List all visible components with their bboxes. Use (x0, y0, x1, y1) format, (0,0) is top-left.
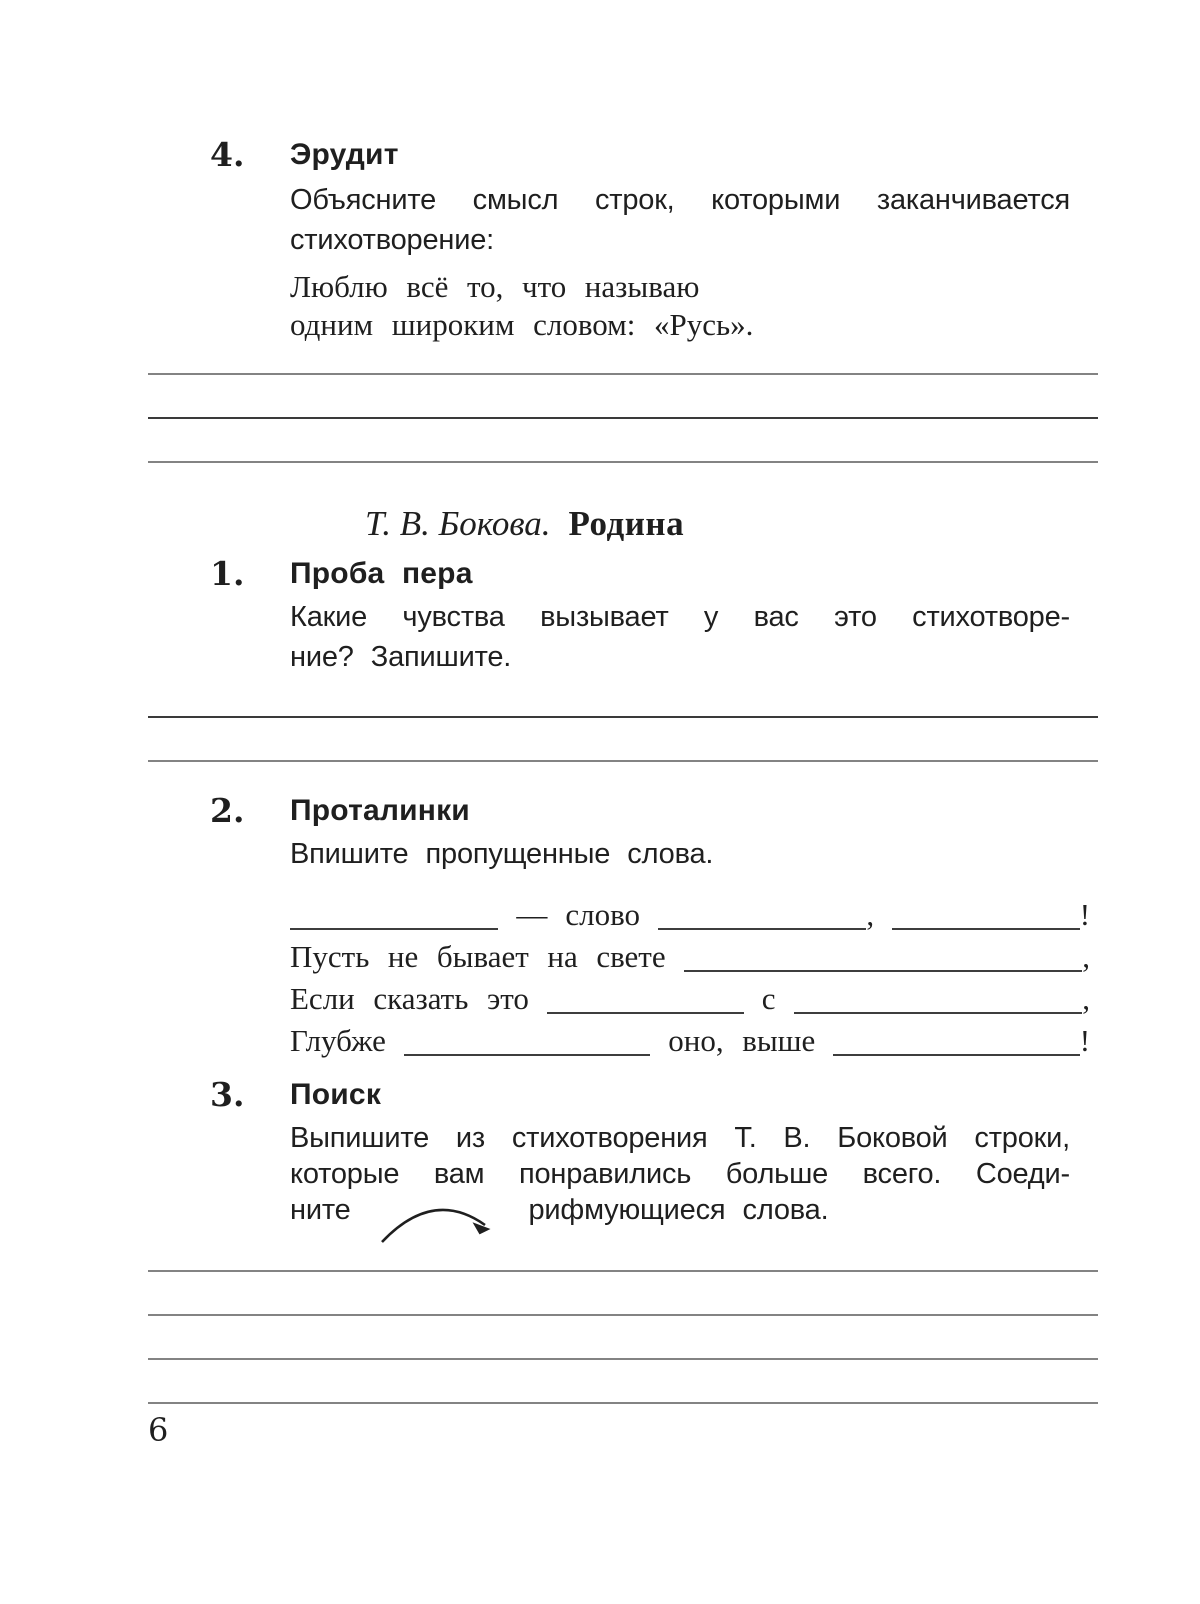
writing-line (148, 417, 1098, 419)
task-3-instruction-line-1: Выпишите из стихотворения Т. В. Боковой строки, (290, 1122, 1070, 1154)
fill-text: , (1082, 939, 1090, 974)
task-2-title: Проталинки (290, 794, 470, 827)
fill-text: оно, выше (668, 1023, 816, 1058)
fill-blank (684, 970, 1083, 972)
fill-in-the-blank-lines (290, 894, 1091, 1062)
fill-text: , (866, 897, 875, 932)
fill-blank (658, 928, 866, 930)
poem-quote-line-1: Люблю всё то, что называю (290, 269, 700, 304)
fill-blank (404, 1054, 650, 1056)
poem-author: Т. В. Бокова. (365, 504, 551, 543)
task-2-number: 2. (210, 791, 245, 830)
task-2-body (148, 790, 1098, 1062)
task-3-instruction-line-3 (290, 1192, 1070, 1240)
task-1-instruction-line-2: ние? Запишите. (290, 641, 512, 673)
writing-line (148, 760, 1098, 762)
task-3-body (148, 1074, 1098, 1240)
fill-blank (290, 928, 498, 930)
task-1-body (148, 553, 1098, 677)
writing-lines-group-1 (148, 373, 1098, 463)
fill-text: слово (565, 897, 641, 932)
fill-blank (833, 1054, 1079, 1056)
writing-line (148, 1270, 1098, 1272)
fill-text: ! (1079, 897, 1091, 932)
fill-blank (794, 1012, 1083, 1014)
task-2-instruction: Впишите пропущенные слова. (290, 838, 714, 870)
poem-quote-line-2: одним широким словом: «Русь». (290, 307, 754, 342)
fill-text: Если сказать это (290, 981, 529, 1016)
task-2-protalinki (148, 790, 1098, 1062)
task-3-title: Поиск (290, 1078, 382, 1111)
task-4-body (148, 134, 1098, 344)
writing-line (148, 1314, 1098, 1316)
writing-line (148, 373, 1098, 375)
fill-text: ! (1079, 1023, 1091, 1058)
task-3-poisk (148, 1074, 1098, 1240)
task-4-instruction-line-1: Объясните смысл строк, которыми заканчивается (290, 184, 1070, 216)
fill-line-4 (290, 1020, 1090, 1062)
poem-heading (365, 501, 684, 547)
task-4-erudit (148, 134, 1098, 344)
instruction-text-start: ните (290, 1194, 351, 1226)
writing-line (148, 716, 1098, 718)
fill-text: , (1082, 981, 1090, 1016)
fill-line-1 (290, 894, 1090, 936)
task-3-number: 3. (210, 1075, 245, 1114)
fill-text: с (761, 981, 776, 1016)
task-1-number: 1. (210, 554, 245, 593)
writing-line (148, 461, 1098, 463)
writing-lines-group-3 (148, 1270, 1098, 1404)
instruction-text-end: рифмующиеся слова. (528, 1194, 829, 1226)
page-content (148, 0, 1098, 1404)
task-3-instruction-line-2: которые вам понравились больше всего. Соеди- (290, 1158, 1070, 1190)
fill-text: Глубже (290, 1023, 386, 1058)
task-1-instruction-line-1: Какие чувства вызывает у вас это стихотворе- (290, 601, 1070, 633)
rhyme-connect-arrow-icon (377, 1198, 503, 1244)
task-1-proba-pera (148, 553, 1098, 677)
task-4-title: Эрудит (290, 138, 399, 171)
task-4-instruction-line-2: стихотворение: (290, 224, 494, 256)
poem-quote (290, 268, 1070, 344)
writing-line (148, 1358, 1098, 1360)
writing-lines-group-2 (148, 716, 1098, 762)
fill-blank (547, 1012, 744, 1014)
task-1-title: Проба пера (290, 557, 473, 590)
poem-title: Родина (568, 504, 685, 543)
fill-text: — (516, 897, 548, 932)
task-4-number: 4. (210, 135, 245, 174)
writing-line (148, 1402, 1098, 1404)
fill-line-3 (290, 978, 1090, 1020)
fill-text: Пусть не бывает на свете (290, 939, 666, 974)
fill-line-2 (290, 936, 1090, 978)
page-number: 6 (148, 1411, 169, 1449)
fill-blank (892, 928, 1080, 930)
